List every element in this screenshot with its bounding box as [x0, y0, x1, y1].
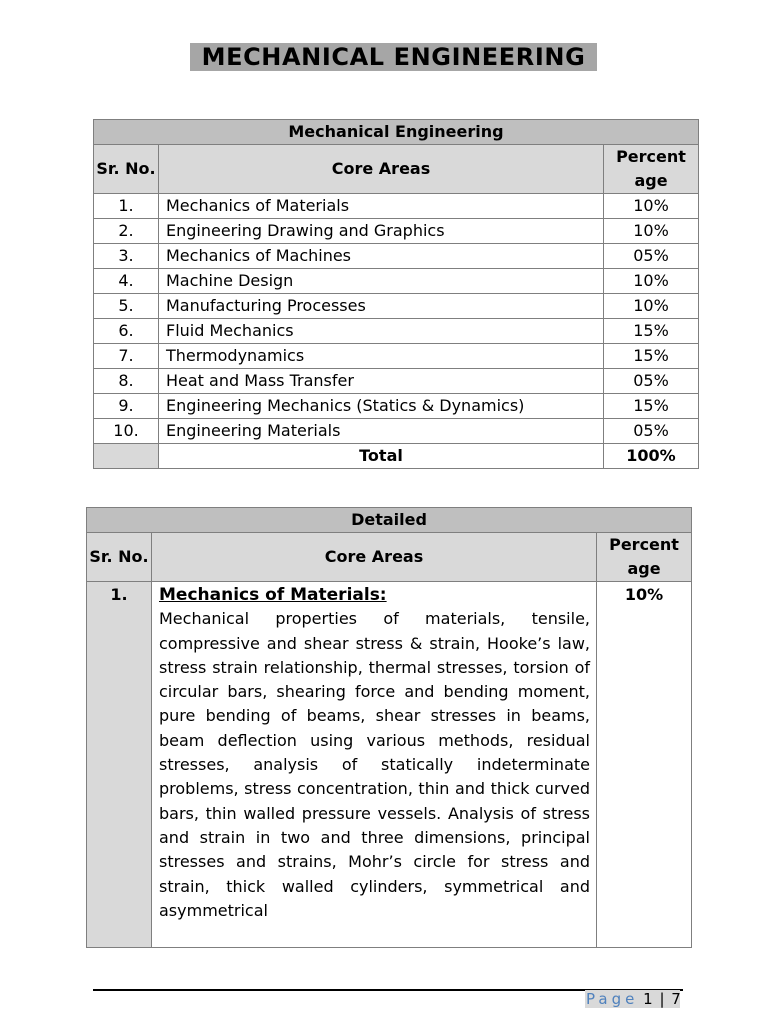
percentage-cell: 05%: [604, 369, 699, 394]
table-row: [94, 419, 699, 444]
column-header-sr-no: Sr. No.: [94, 145, 159, 194]
table-row: [94, 394, 699, 419]
total-row: [94, 444, 699, 469]
sr-no-cell: 5.: [94, 294, 159, 319]
core-area-cell: Fluid Mechanics: [159, 319, 604, 344]
percentage-cell: 05%: [604, 419, 699, 444]
table-row: [87, 582, 692, 948]
percentage-cell: 05%: [604, 244, 699, 269]
table-row: [94, 344, 699, 369]
table-row: [94, 194, 699, 219]
column-header-percentage: Percent age: [604, 145, 699, 194]
core-area-cell: Machine Design: [159, 269, 604, 294]
core-area-detail-cell: [152, 582, 597, 948]
sr-no-cell: 6.: [94, 319, 159, 344]
total-sr-cell: [94, 444, 159, 469]
table-row: [94, 219, 699, 244]
sr-no-cell: 9.: [94, 394, 159, 419]
table-row: [94, 319, 699, 344]
summary-table: [93, 119, 699, 469]
core-area-cell: Thermodynamics: [159, 344, 604, 369]
column-header-percentage: Percent age: [597, 533, 692, 582]
detailed-table-caption: Detailed: [87, 508, 692, 533]
sr-no-cell: 8.: [94, 369, 159, 394]
percentage-cell: 10%: [604, 269, 699, 294]
core-area-cell: Manufacturing Processes: [159, 294, 604, 319]
core-area-cell: Mechanics of Materials: [159, 194, 604, 219]
core-area-cell: Engineering Materials: [159, 419, 604, 444]
column-header-sr-no: Sr. No.: [87, 533, 152, 582]
percentage-cell: 15%: [604, 394, 699, 419]
sr-no-cell: 2.: [94, 219, 159, 244]
percentage-cell: 15%: [604, 344, 699, 369]
table-row: [94, 369, 699, 394]
detailed-table: [86, 507, 692, 948]
page-label: Page: [586, 990, 639, 1008]
core-area-cell: Heat and Mass Transfer: [159, 369, 604, 394]
summary-table-caption: Mechanical Engineering: [94, 120, 699, 145]
detail-heading: Mechanics of Materials:: [159, 585, 387, 605]
percentage-cell: 10%: [604, 219, 699, 244]
core-area-cell: Mechanics of Machines: [159, 244, 604, 269]
percentage-cell: 15%: [604, 319, 699, 344]
table-row: [94, 269, 699, 294]
total-label: Total: [159, 444, 604, 469]
sr-no-cell: 1.: [87, 582, 152, 948]
table-row: [94, 244, 699, 269]
page-number: 1: [643, 990, 653, 1008]
sr-no-cell: 3.: [94, 244, 159, 269]
core-area-cell: Engineering Mechanics (Statics & Dynamics): [159, 394, 604, 419]
sr-no-cell: 1.: [94, 194, 159, 219]
page-footer: [585, 990, 680, 1008]
page-title: MECHANICAL ENGINEERING: [190, 43, 597, 71]
total-percentage: 100%: [604, 444, 699, 469]
sr-no-cell: 4.: [94, 269, 159, 294]
core-area-cell: Engineering Drawing and Graphics: [159, 219, 604, 244]
total-pages: 7: [671, 990, 681, 1008]
detail-description: Mechanical properties of materials, tensile, compressive and shear stress & strain, Hooke’s law, stress strain relationship, thermal stresses, torsion of circular bars, shearing force and bending moment, pure bending of beams, shear stresses in beams, beam deflection using various methods, residual stresses, analysis of statically indeterminate problems, stress concentration, thin and thick curved bars, thin walled pressure vessels. Analysis of stress and strain in two and three dimensions, principal stresses and strains, Mohr’s circle for stress and strain, thick walled cylinders, symmetrical and asymmetrical: [159, 609, 590, 920]
table-row: [94, 294, 699, 319]
column-header-core-areas: Core Areas: [159, 145, 604, 194]
percentage-cell: 10%: [604, 194, 699, 219]
percentage-cell: 10%: [597, 582, 692, 948]
sr-no-cell: 10.: [94, 419, 159, 444]
percentage-cell: 10%: [604, 294, 699, 319]
page-separator: |: [659, 990, 665, 1008]
column-header-core-areas: Core Areas: [152, 533, 597, 582]
sr-no-cell: 7.: [94, 344, 159, 369]
